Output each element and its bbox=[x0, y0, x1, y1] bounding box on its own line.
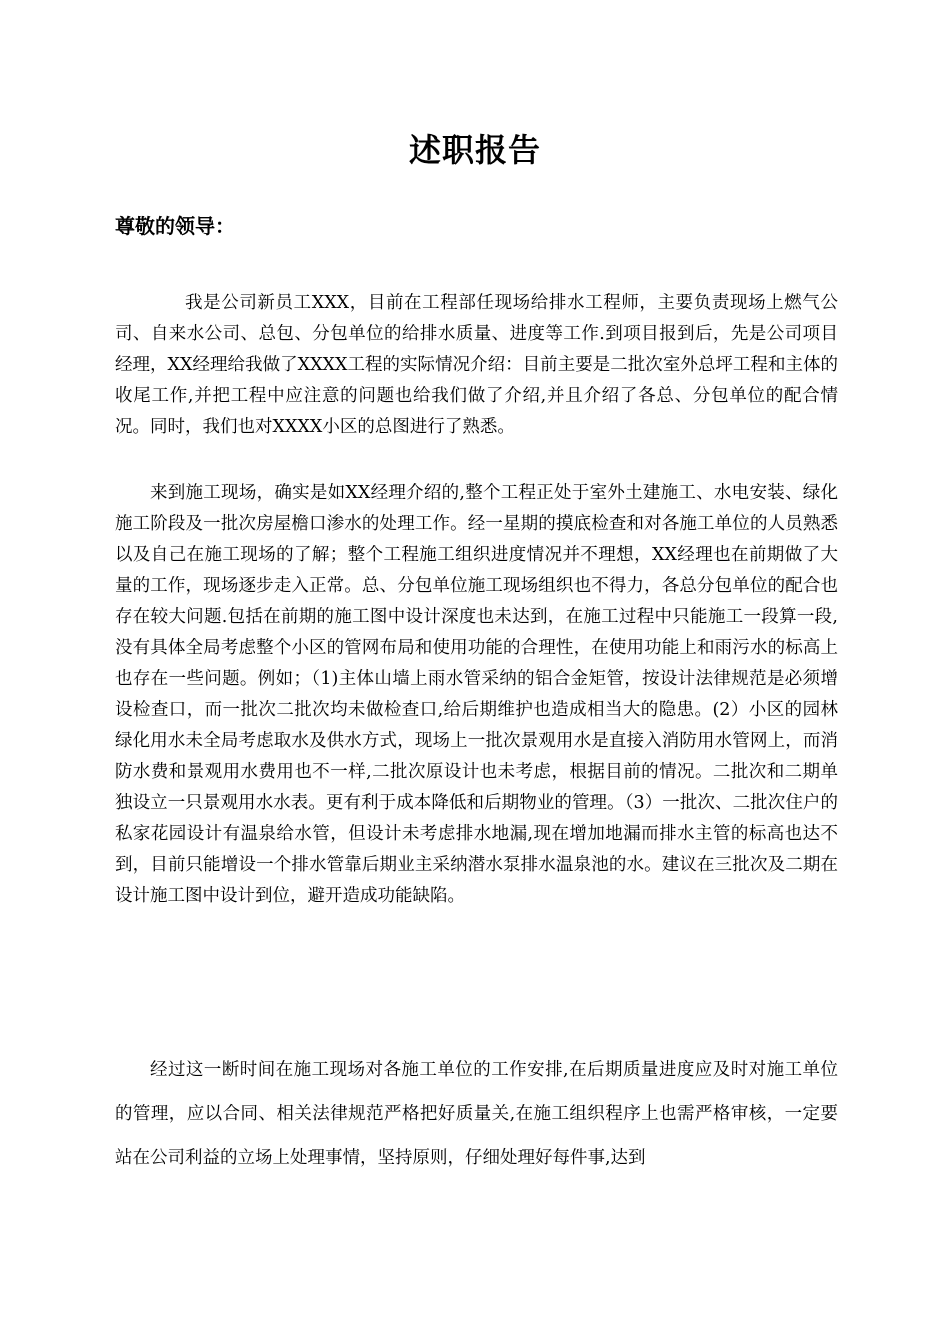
salutation: 尊敬的领导： bbox=[115, 214, 235, 238]
paragraph-site-problems: 来到施工现场，确实是如XX经理介绍的,整个工程正处于室外土建施工、水电安装、绿化施工阶段及一批次房屋檐口渗水的处理工作。经一星期的摸底检查和对各施工单位的人员熟悉以及自己在施工现场的了解；整个工程施工组织进度情况并不理想，XX经理也在前期做了大量的工作，现场逐步走入正常。总、分包单位施工现场组织也不得力，各总分包单位的配合也存在较大问题.包括在前期的施工图中设计深度也未达到，在施工过程中只能施工一段算一段,没有具体全局考虑整个小区的管网布局和使用功能的合理性，在使用功能上和雨污水的标高上也存在一些问题。例如；（1)主体山墙上雨水管采纳的铝合金矩管，按设计法律规范是必须增设检查口，而一批次二批次均未做检查口,给后期维护也造成相当大的隐患。(2）小区的园林绿化用水未全局考虑取水及供水方式，现场上一批次景观用水是直接入消防用水管网上，而消防水费和景观用水费用也不一样,二批次原设计也未考虑，根据目前的情况。二批次和二期单独设立一只景观用水水表。更有利于成本降低和后期物业的管理。（3）一批次、二批次住户的私家花园设计有温泉给水管，但设计未考虑排水地漏,现在增加地漏而排水主管的标高也达不到，目前只能增设一个排水管靠后期业主采纳潜水泵排水温泉池的水。建议在三批次及二期在设计施工图中设计到位，避开造成功能缺陷。 bbox=[115, 483, 838, 906]
paragraph-management-plan: 经过这一断时间在施工现场对各施工单位的工作安排,在后期质量进度应及时对施工单位的管理，应以合同、相关法律规范严格把好质量关,在施工组织程序上也需严格审核，一定要站在公司利益的立场上处理事情，坚持原则，仔细处理好每件事,达到 bbox=[115, 1060, 838, 1168]
paragraph-introduction: 我是公司新员工XXX，目前在工程部任现场给排水工程师，主要负责现场上燃气公司、自来水公司、总包、分包单位的给排水质量、进度等工作.到项目报到后，先是公司项目经理，XX经理给我做了XXXX工程的实际情况介绍：目前主要是二批次室外总坪工程和主体的收尾工作,并把工程中应注意的问题也给我们做了介绍,并且介绍了各总、分包单位的配合情况。同时，我们也对XXXX小区的总图进行了熟悉。 bbox=[115, 293, 838, 437]
document-title: 述职报告 bbox=[408, 131, 541, 169]
